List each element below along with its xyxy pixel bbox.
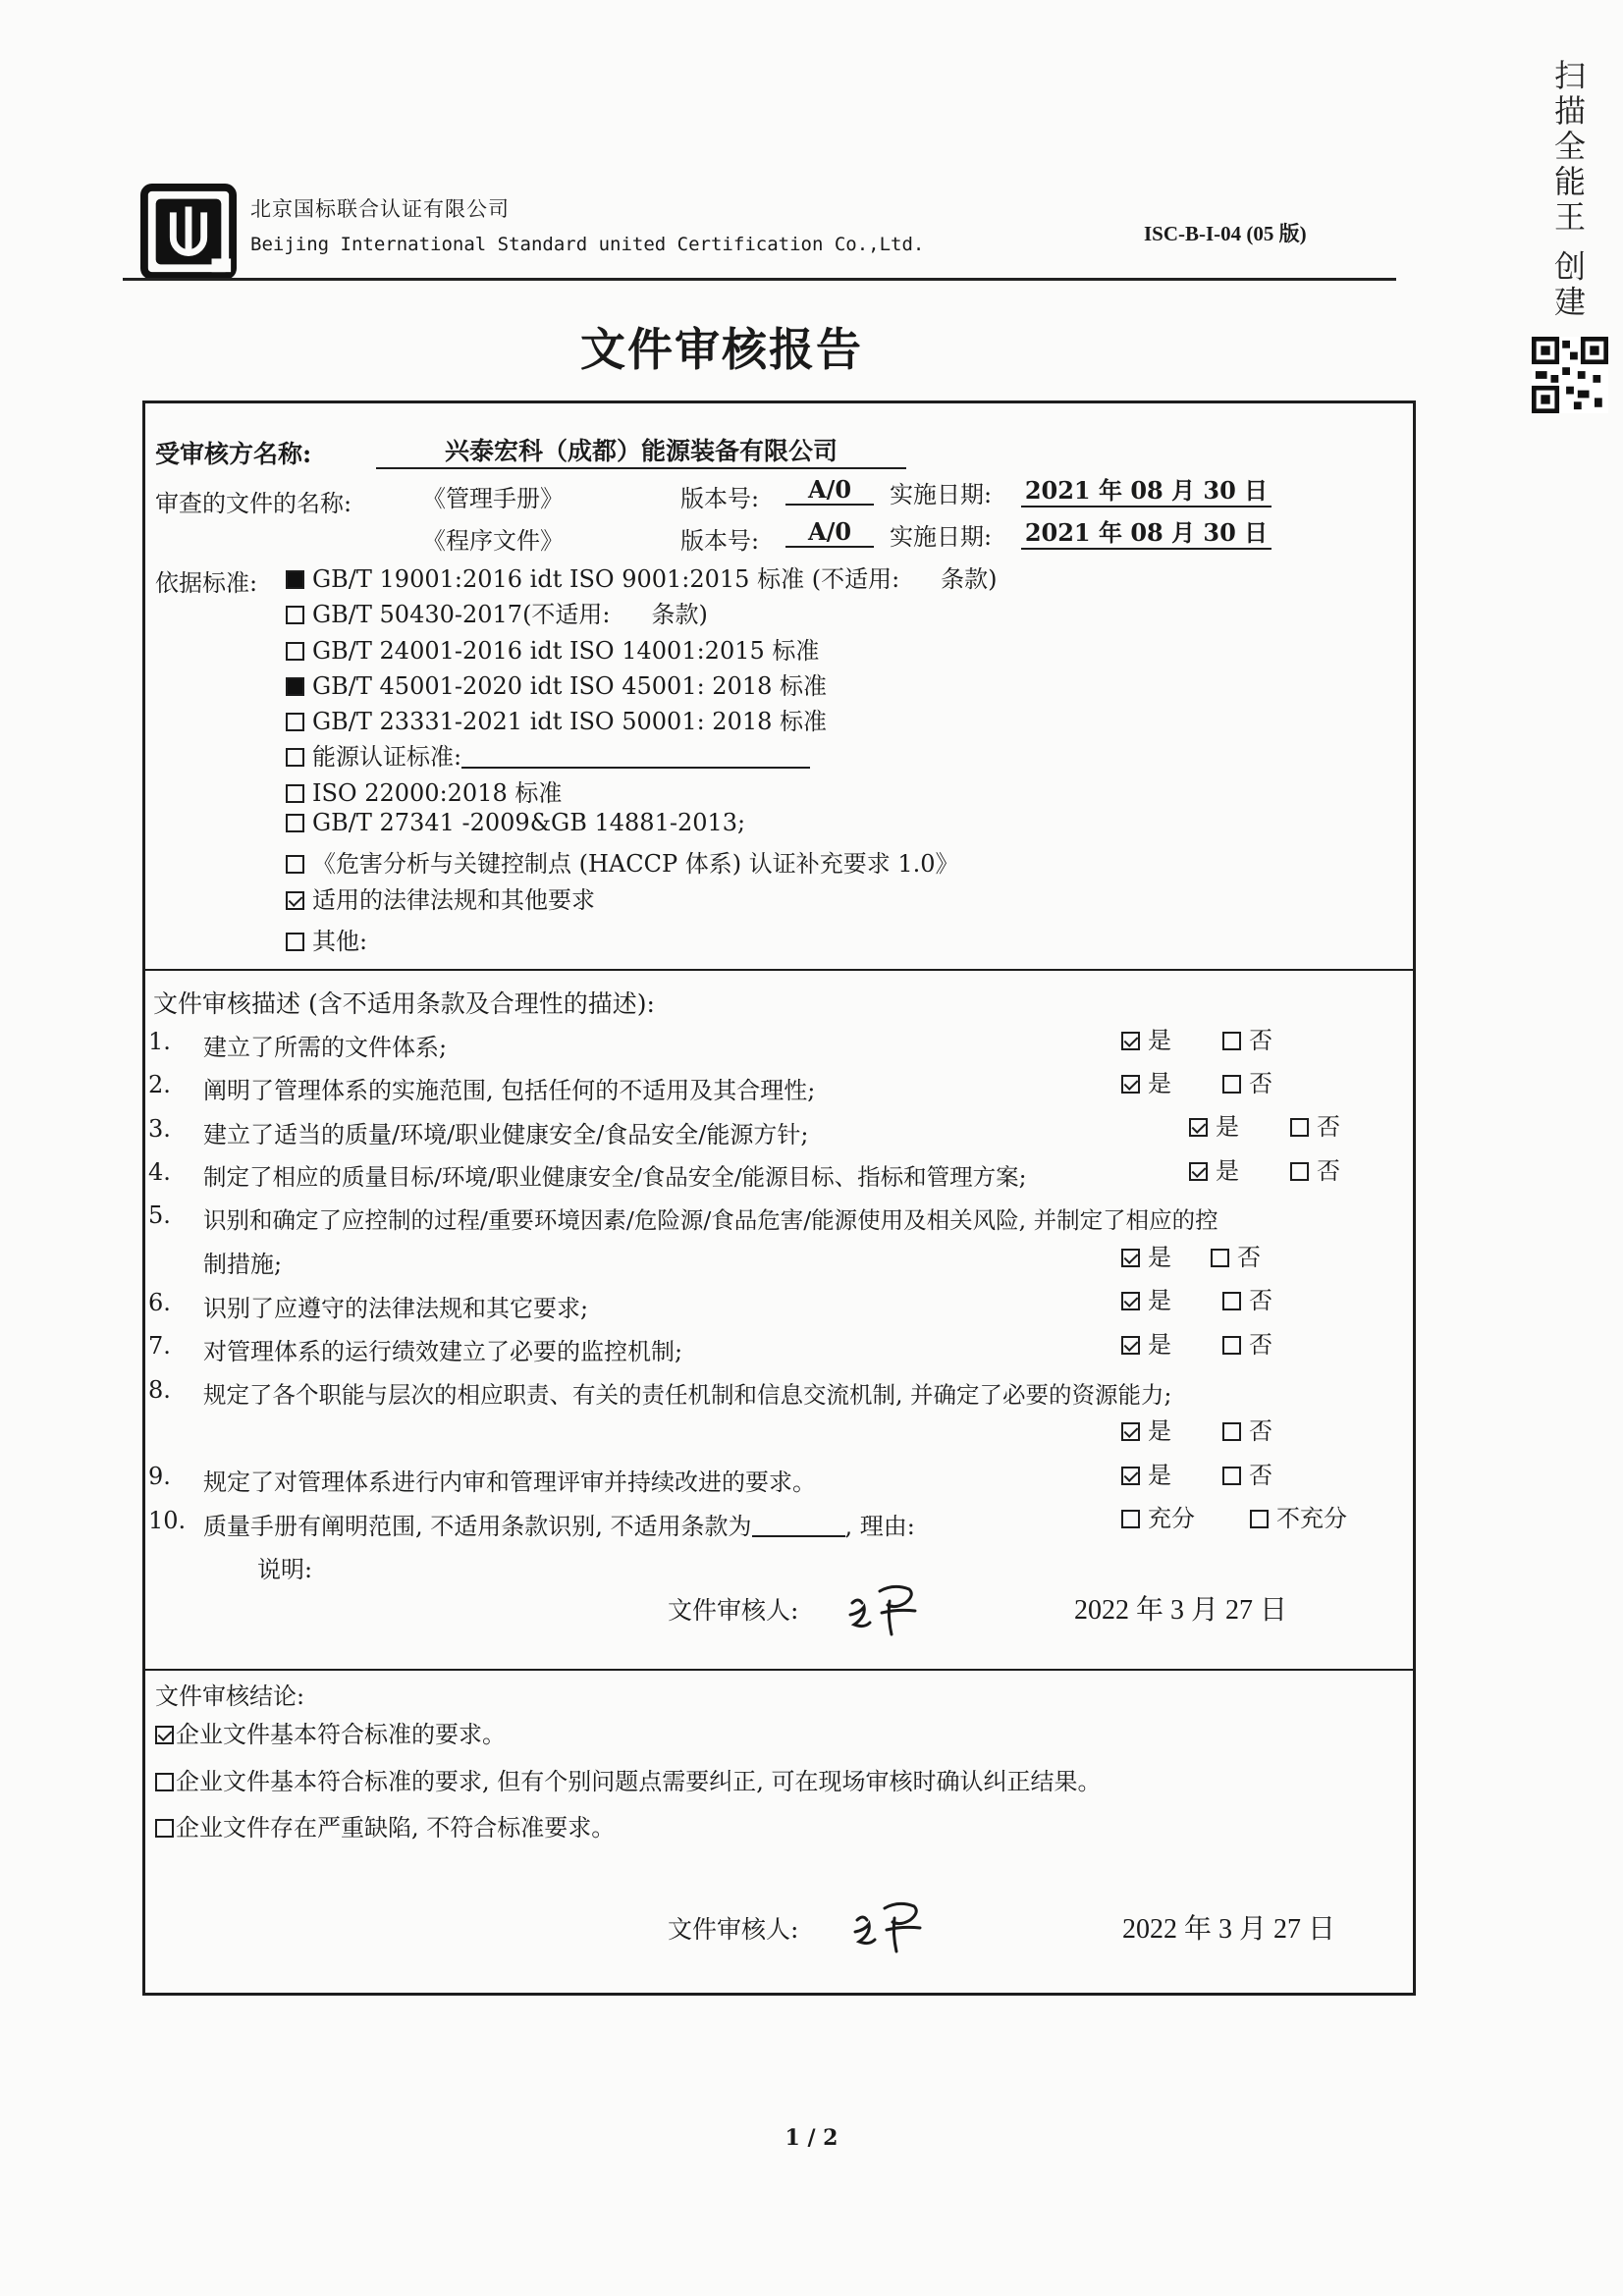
company-name-cn: 北京国标联合认证有限公司 [250,197,510,221]
item10-blank [752,1514,845,1537]
item-number: 6. [148,1289,171,1316]
item10-reason-label: , 理由: [844,1513,915,1540]
checkbox-empty [286,933,304,951]
yes-no-pair: 是 否 [1121,1456,1272,1490]
standard-row: 能源认证标准: [286,737,810,772]
doc-version-1: A/0 [785,475,874,506]
reviewer-signature [846,1577,927,1638]
reviewer-label: 文件审核人: [668,1915,799,1944]
checkbox-empty [1222,1336,1241,1355]
standard-row: GB/T 23331-2021 idt ISO 50001: 2018 标准 [286,702,827,736]
checkbox-checked [1121,1292,1140,1310]
yes-no-pair: 是 否 [1121,1021,1272,1055]
standard-row: 其他: [286,922,367,956]
checkbox-empty [1222,1075,1241,1094]
checkbox-checked [1121,1075,1140,1094]
docs-label: 审查的文件的名称: [155,490,352,517]
review-date: 2022 年 3 月 27 日 [1122,1914,1336,1945]
doc-version-label-1: 版本号: [680,485,760,512]
conclusion-option: 企业文件基本符合标准的要求。 [155,1715,506,1749]
item-text: 质量手册有阐明范围, 不适用条款识别, 不适用条款为 [203,1513,752,1540]
checkbox-empty [1222,1467,1241,1485]
item-number: 1. [148,1028,171,1055]
checkbox-checked [1121,1467,1140,1485]
page-title: 文件审核报告 [580,323,863,376]
conclusion-option: 企业文件基本符合标准的要求, 但有个别问题点需要纠正, 可在现场审核时确认纠正结果。 [155,1762,1102,1796]
company-name-en: Beijing International Standard united Certification Co.,Ltd. [250,234,925,255]
item-number: 3. [148,1115,171,1143]
item-text: 制定了相应的质量目标/环境/职业健康安全/食品安全/能源目标、指标和管理方案; [203,1163,1027,1191]
item-text: 识别和确定了应控制的过程/重要环境因素/危险源/食品危害/能源使用及相关风险, 并制定了相应的控 [203,1206,1218,1234]
checkbox-empty [1121,1510,1140,1528]
checkbox-checked [1121,1422,1140,1441]
doc-name-1: 《管理手册》 [422,485,564,512]
doc-version-label-2: 版本号: [680,527,760,555]
checkbox-empty [1250,1510,1269,1528]
standard-row: GB/T 19001:2016 idt ISO 9001:2015 标准 (不适用: 条款) [286,560,998,594]
item-text: 规定了对管理体系进行内审和管理评审并持续改进的要求。 [203,1468,816,1496]
item-text-continued: 制措施; [203,1251,283,1278]
checkbox-empty [1222,1032,1241,1050]
checkbox-checked [1189,1162,1208,1181]
item-number: 2. [148,1071,171,1098]
header-divider [123,278,1396,281]
doc-date-1: 2021 年 08 月 30 日 [1021,471,1271,507]
scanner-watermark: 扫描全能王 创建 [1549,59,1587,321]
checkbox-empty [1290,1162,1309,1181]
standards-label: 依据标准: [155,569,258,597]
energy-standard-blank [461,743,810,769]
item-number: 10. [148,1507,187,1534]
checkbox-checked [1121,1336,1140,1355]
item10-row [203,1507,915,1541]
doc-version-2: A/0 [785,517,874,548]
checkbox-empty [155,1773,174,1791]
checkbox-empty [286,748,304,767]
item-number: 9. [148,1463,171,1490]
section2-heading: 文件审核描述 (含不适用条款及合理性的描述): [153,989,655,1018]
yes-no-pair: 是 否 [1189,1107,1340,1142]
standard-row: ISO 22000:2018 标准 [286,774,562,808]
yes-no-pair: 是 否 [1189,1151,1340,1186]
doc-date-label-2: 实施日期: [890,523,993,551]
item-text: 阐明了管理体系的实施范围, 包括任何的不适用及其合理性; [203,1077,816,1104]
yes-no-pair: 是 否 [1121,1412,1272,1446]
note-label: 说明: [257,1556,313,1583]
section-divider-2 [142,1669,1416,1671]
checkbox-empty [1222,1292,1241,1310]
standard-row: GB/T 45001-2020 idt ISO 45001: 2018 标准 [286,667,827,701]
auditee-name: 兴泰宏科（成都）能源装备有限公司 [376,432,906,469]
company-logo-icon [140,184,237,280]
item-text: 建立了所需的文件体系; [203,1034,448,1061]
section3-heading: 文件审核结论: [155,1682,305,1710]
item-number: 7. [148,1332,171,1360]
standard-row: 适用的法律法规和其他要求 [286,881,595,915]
item-number: 8. [148,1376,171,1404]
checkbox-checked [1189,1118,1208,1137]
checkbox-filled [286,677,304,696]
yes-no-pair: 是 否 [1121,1281,1272,1315]
checkbox-empty [286,642,304,661]
checkbox-empty [155,1819,174,1838]
checkbox-empty [1222,1422,1241,1441]
item-text: 对管理体系的运行绩效建立了必要的监控机制; [203,1338,683,1365]
checkbox-empty [286,606,304,624]
reviewer-label: 文件审核人: [668,1596,799,1625]
item-number: 4. [148,1158,171,1186]
checkbox-checked [1121,1032,1140,1050]
standard-row: 《危害分析与关键控制点 (HACCP 体系) 认证补充要求 1.0》 [286,844,959,879]
checkbox-checked [286,891,304,910]
sufficiency-options: 充分 不充分 [1121,1499,1347,1533]
yes-no-pair: 是 否 [1121,1064,1272,1098]
reviewer-signature [851,1895,932,1955]
qr-code-icon [1532,337,1608,413]
item-text: 识别了应遵守的法律法规和其它要求; [203,1295,589,1322]
yes-no-pair: 是 否 [1121,1238,1261,1272]
checkbox-empty [1211,1249,1229,1267]
doc-name-2: 《程序文件》 [422,527,564,555]
checkbox-filled [286,570,304,589]
checkbox-empty [286,713,304,731]
conclusion-option: 企业文件存在严重缺陷, 不符合标准要求。 [155,1808,615,1842]
page-number: 1 / 2 [784,2125,839,2151]
standard-row: GB/T 27341 -2009&GB 14881-2013; [286,809,745,836]
standard-row: GB/T 50430-2017(不适用: 条款) [286,595,708,629]
item-text: 建立了适当的质量/环境/职业健康安全/食品安全/能源方针; [203,1121,809,1148]
yes-no-pair: 是 否 [1121,1325,1272,1360]
item-number: 5. [148,1201,171,1229]
checkbox-empty [1290,1118,1309,1137]
checkbox-empty [286,814,304,832]
review-date: 2022 年 3 月 27 日 [1074,1595,1288,1626]
item-text: 规定了各个职能与层次的相应职责、有关的责任机制和信息交流机制, 并确定了必要的资源能力; [203,1381,1172,1409]
checkbox-checked [155,1726,174,1744]
checkbox-checked [1121,1249,1140,1267]
doc-date-label-1: 实施日期: [890,481,993,508]
document-code: ISC-B-I-04 (05 版) [1144,222,1307,245]
checkbox-empty [286,855,304,874]
doc-date-2: 2021 年 08 月 30 日 [1021,513,1271,550]
section-divider-1 [142,969,1416,971]
standard-row: GB/T 24001-2016 idt ISO 14001:2015 标准 [286,631,819,666]
auditee-label: 受审核方名称: [155,440,312,468]
checkbox-empty [286,784,304,803]
